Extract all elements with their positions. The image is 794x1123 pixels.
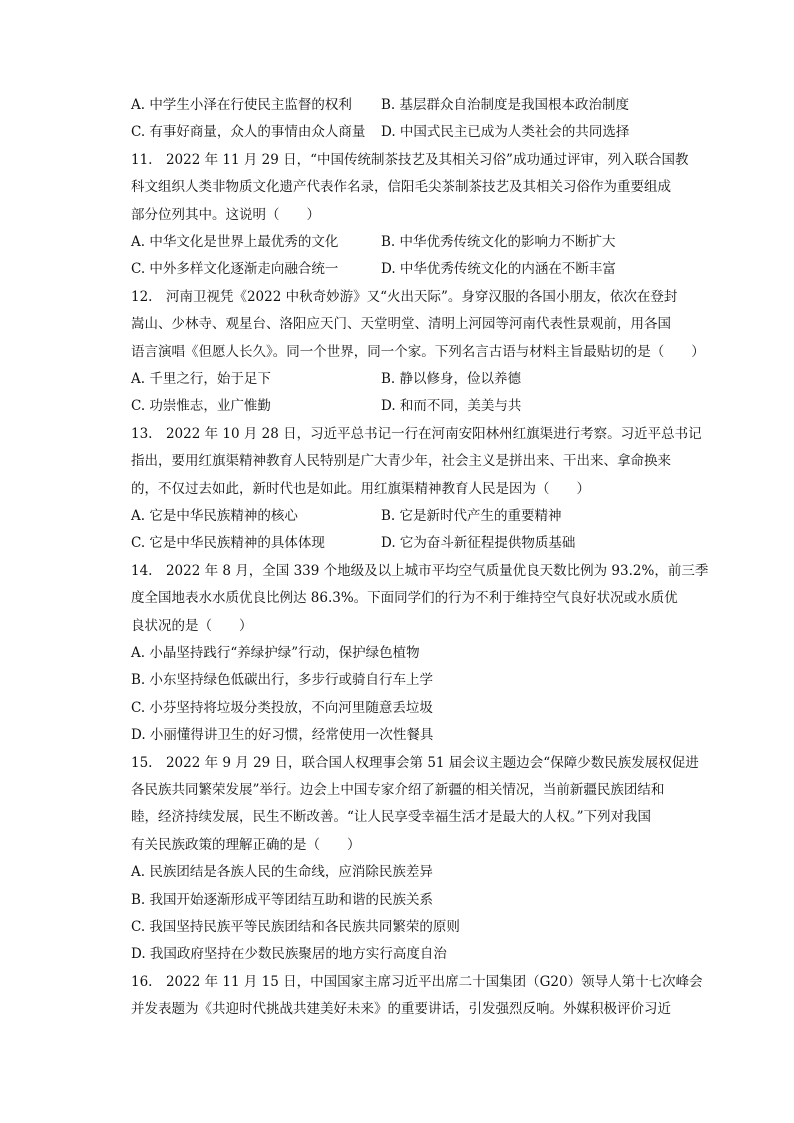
question-15 <box>131 750 699 969</box>
q13-options-row-1 <box>131 503 671 530</box>
q12-stem-line-2: 嵩山、少林寺、观星台、洛阳应天门、天堂明堂、清明上河园等河南代表性景观前，用各国 <box>131 316 671 333</box>
q10-option-c: C. 有事好商量，众人的事情由众人商量 <box>131 124 366 141</box>
question-12 <box>131 284 705 421</box>
q13-option-c: C. 它是中华民族精神的具体体现 <box>131 535 325 552</box>
q11-stem-line-2: 科文组织人类非物质文化遗产代表作名录，信阳毛尖茶制茶技艺及其相关习俗作为重要组成 <box>131 179 671 196</box>
q15-stem-line-3: 睦，经济持续发展，民生不断改善。“让人民享受幸福生活才是最大的人权。”下列对我国 <box>131 809 652 826</box>
q12-options-row-1 <box>131 366 671 393</box>
q15-option-d: D. 我国政府坚持在少数民族聚居的地方实行高度自治 <box>131 946 447 963</box>
q14-option-c: C. 小芬坚持将垃圾分类投放，不向河里随意丢垃圾 <box>131 699 433 716</box>
q16-stem-line-2: 并发表题为《共迎时代挑战共建美好未来》的重要讲话，引发强烈反响。外媒积极评价习近 <box>131 1001 671 1018</box>
q13-stem-line-1: 13. 2022 年 10 月 28 日，习近平总书记一行在河南安阳林州红旗渠进行考察。习近平总书记 <box>131 425 702 442</box>
q11-option-b: B. 中华优秀传统文化的影响力不断扩大 <box>381 234 616 250</box>
question-11 <box>131 147 689 284</box>
question-13 <box>131 421 702 558</box>
q14-option-d: D. 小丽懂得讲卫生的好习惯，经常使用一次性餐具 <box>131 727 434 744</box>
q14-stem-line-2: 度全国地表水水质优良比例达 86.3%。下面同学们的行为不利于维持空气良好状况或水质优 <box>131 590 678 607</box>
q14-option-a: A. 小晶坚持践行“养绿护绿”行动，保护绿色植物 <box>131 645 420 661</box>
q14-stem-line-3: 良状况的是（ ） <box>131 617 253 634</box>
q14-stem-line-1: 14. 2022 年 8 月，全国 339 个地级及以上城市平均空气质量优良天数比例为 93.2%，前三季 <box>131 562 709 579</box>
q12-option-a: A. 千里之行，始于足下 <box>131 371 271 387</box>
q10-option-a: A. 中学生小泽在行使民主监督的权利 <box>131 97 352 113</box>
q13-stem-line-2: 指出，要用红旗渠精神教育人民特别是广大青少年，社会主义是拼出来、干出来、拿命换来 <box>131 453 671 470</box>
q12-option-d: D. 和而不同，美美与共 <box>381 398 522 415</box>
q12-options-row-2 <box>131 393 671 420</box>
q11-stem-line-3: 部分位列其中。这说明（ ） <box>131 206 320 223</box>
q11-option-d: D. 中华优秀传统文化的内涵在不断丰富 <box>381 261 616 278</box>
q15-option-a: A. 民族团结是各族人民的生命线，应消除民族差异 <box>131 864 433 881</box>
q13-option-d: D. 它为奋斗新征程提供物质基础 <box>381 535 576 552</box>
q11-options-row-2 <box>131 256 671 283</box>
q12-option-c: C. 功崇惟志，业广惟勤 <box>131 398 271 415</box>
q11-stem-line-1: 11. 2022 年 11 月 29 日，“中国传统制茶技艺及其相关习俗”成功通过评审，列入联合国教 <box>131 151 689 168</box>
q13-stem-line-3: 的，不仅过去如此，新时代也是如此。用红旗渠精神教育人民是因为（ ） <box>131 480 590 497</box>
q12-option-b: B. 静以修身，俭以养德 <box>381 371 522 387</box>
q13-options-row-2 <box>131 530 671 557</box>
q11-options-row-1 <box>131 229 671 256</box>
question-list <box>131 92 709 1024</box>
q15-stem-line-4: 有关民族政策的理解正确的是（ ） <box>131 836 361 853</box>
q12-stem-line-3: 语言演唱《但愿人长久》。同一个世界，同一个家。下列名言古语与材料主旨最贴切的是（ ） <box>131 343 705 360</box>
q15-option-b: B. 我国开始逐渐形成平等团结互助和谐的民族关系 <box>131 891 434 908</box>
q10-options-row-1 <box>131 92 671 119</box>
q16-stem-line-1: 16. 2022 年 11 月 15 日，中国国家主席习近平出席二十国集团（G20）领导人第十七次峰会 <box>131 973 703 990</box>
q11-option-c: C. 中外多样文化逐渐走向融合统一 <box>131 261 339 278</box>
question-14 <box>131 558 709 750</box>
q15-option-c: C. 我国坚持民族平等民族团结和各民族共同繁荣的原则 <box>131 919 460 936</box>
q13-option-a: A. 它是中华民族精神的核心 <box>131 508 298 524</box>
q10-options-row-2 <box>131 119 671 146</box>
question-16 <box>131 969 703 1024</box>
q15-stem-line-1: 15. 2022 年 9 月 29 日，联合国人权理事会第 51 届会议主题边会“保障少数民族发展权促进 <box>131 754 699 771</box>
q14-option-b: B. 小东坚持绿色低碳出行，多步行或骑自行车上学 <box>131 672 434 689</box>
q10-option-b: B. 基层群众自治制度是我国根本政治制度 <box>381 97 630 113</box>
q15-stem-line-2: 各民族共同繁荣发展”举行。边会上中国专家介绍了新疆的相关情况，当前新疆民族团结和 <box>131 782 665 799</box>
q13-option-b: B. 它是新时代产生的重要精神 <box>381 508 562 524</box>
q10-option-d: D. 中国式民主已成为人类社会的共同选择 <box>381 124 630 141</box>
q11-option-a: A. 中华文化是世界上最优秀的文化 <box>131 234 339 250</box>
q12-stem-line-1: 12. 河南卫视凭《2022 中秋奇妙游》又“火出天际”。身穿汉服的各国小朋友，依次在登封 <box>131 288 678 305</box>
